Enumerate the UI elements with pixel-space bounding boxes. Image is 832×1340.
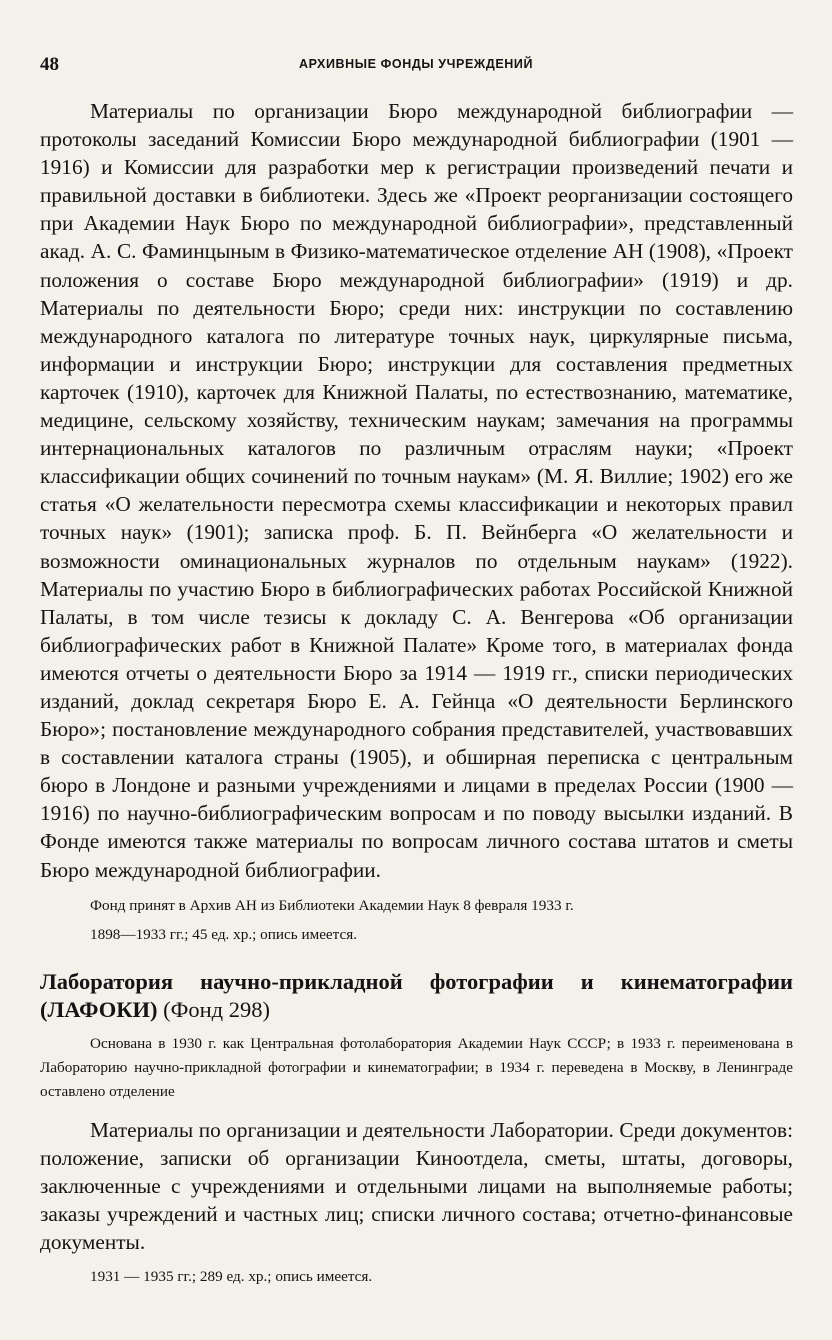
page-header	[40, 54, 792, 82]
page-number: 48	[40, 54, 59, 75]
fund-title: Лаборатория научно-прикладной фотографии и кинематографии (ЛАФОКИ)	[40, 968, 793, 1022]
fund-dates-summary-lafoki: 1931 — 1935 гг.; 289 ед. хр.; опись имеется.	[90, 1268, 373, 1286]
fund-heading-lafoki	[40, 968, 793, 1024]
fund-number: (Фонд 298)	[163, 996, 270, 1022]
fund-history-note: Основана в 1930 г. как Центральная фотолаборатория Академии Наук СССР; в 1933 г. переименована в Лабораторию научно-прикладной фотографии и кинематографии; в 1934 г. переведена в Москву, в Ленинграде оставлено отделение	[40, 1034, 793, 1100]
running-head: АРХИВНЫЕ ФОНДЫ УЧРЕЖДЕНИЙ	[298, 57, 534, 71]
fund-description-lafoki: Материалы по организации и деятельности Лаборатории. Среди документов: положение, записки об организации Киноотдела, сметы, штаты, договоры, заключенные с учреждениями и отдельными лицами на выполняемые работы; заказы учреждений и частных лиц; списки личного состава; отчетно-финансовые документы.	[40, 1117, 793, 1254]
fund-description-bureau: Материалы по организации Бюро международной библиографии — протоколы заседаний Комиссии Бюро международной библиографии (1901 — 1916) и Комиссии для разработки мер к регистрации произведений печати и правильной доставки в библиотеки. Здесь же «Проект реорганизации состоящего при Академии Наук Бюро по международной библиографии», представленный акад. А. С. Фаминцыным в Физико-математическое отделение АН (1908), «Проект положения о составе Бюро международной библиографии» (1919) и др. Материалы по деятельности Бюро; среди них: инструкции по составлению международного каталога по литературе точных наук, циркулярные письма, информации и инструкции Бюро; инструкции для составления предметных карточек (1910), карточек для Книжной Палаты, по естествознанию, математике, медицине, сельскому хозяйству, техническим наукам; замечания на программы интернациональных каталогов по различным отраслям науки; «Проект классификации общих сочинений по точным наукам» (М. Я. Виллие; 1902) его же статья «О желательности пересмотра схемы классификации и некоторых правил точных наук» (1901); записка проф. Б. П. Вейнберга «О желательности и возможности оминациональных журналов по отдельным наукам» (1922). Материалы по участию Бюро в библиографических работах Российской Книжной Палаты, в том числе тезисы к докладу С. А. Венгерова «Об организации библиографических работ в Книжной Палате» Кроме того, в материалах фонда имеются отчеты о деятельности Бюро за 1914 — 1919 гг., списки периодических изданий, доклад секретаря Бюро Е. А. Гейнца «О деятельности Берлинского Бюро»; постановление международного собрания представителей, участвовавших в составлении каталога страны (1905), и обширная переписка с центральным бюро в Лондоне и разными учреждениями и лицами в пределах России (1900 — 1916) по научно-библиографическим вопросам и по поводу высылки изданий. В Фонде имеются также материалы по вопросам личного состава штатов и сметы Бюро международной библиографии.	[40, 99, 793, 882]
page-content	[40, 97, 793, 1288]
fund-acquisition-note: Фонд принят в Архив АН из Библиотеки Академии Наук 8 февраля 1933 г.	[90, 896, 574, 914]
fund-dates-summary: 1898—1933 гг.; 45 ед. хр.; опись имеется.	[90, 925, 358, 943]
